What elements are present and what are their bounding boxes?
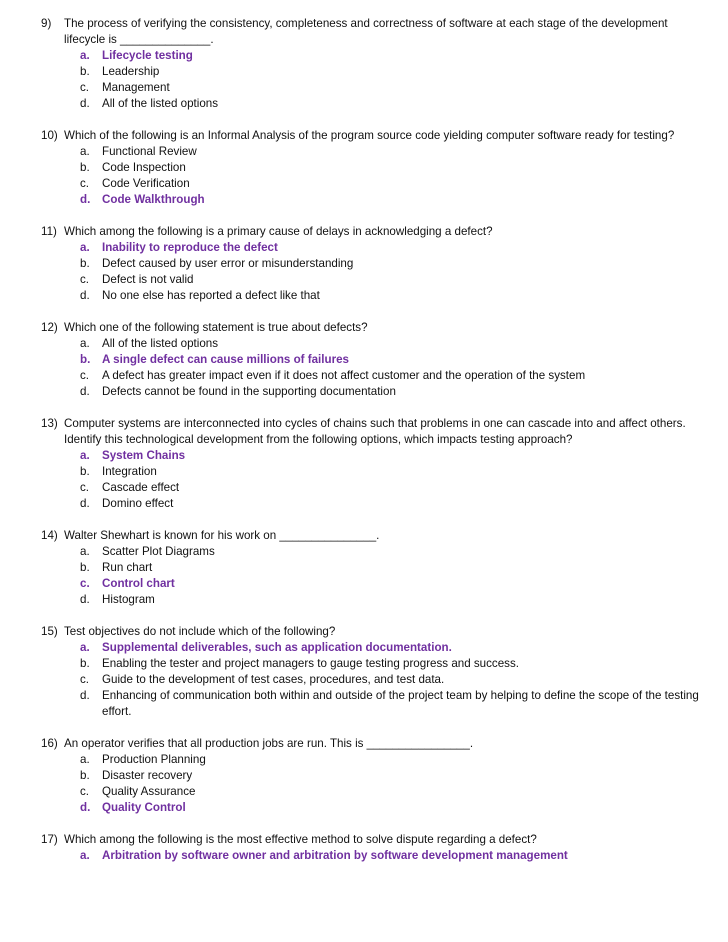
option-letter: a. <box>80 641 90 654</box>
option-letter: a. <box>80 241 90 254</box>
question-number: 10) <box>41 129 58 142</box>
option-text: Leadership <box>102 65 160 78</box>
option-text: Integration <box>102 465 157 478</box>
option-letter: b. <box>80 161 90 174</box>
option-text: Code Walkthrough <box>102 193 205 206</box>
answer-options <box>0 240 728 304</box>
option-text: A single defect can cause millions of failures <box>102 353 349 366</box>
answer-options <box>0 640 728 720</box>
question-text: Which among the following is the most effective method to solve dispute regarding a defect? <box>64 833 537 846</box>
answer-option <box>0 384 728 400</box>
question-9 <box>0 832 728 864</box>
option-letter: d. <box>80 97 90 110</box>
answer-option <box>0 784 728 800</box>
question-number: 16) <box>41 737 58 750</box>
answer-option-correct <box>0 800 728 816</box>
option-letter: b. <box>80 561 90 574</box>
answer-option <box>0 336 728 352</box>
answer-option <box>0 288 728 304</box>
option-text: Defect caused by user error or misunderstanding <box>102 257 354 270</box>
answer-options <box>0 144 728 208</box>
question-text: Which of the following is an Informal Analysis of the program source code yielding computer software ready for testing? <box>64 129 675 142</box>
option-text: Control chart <box>102 577 175 590</box>
option-letter: a. <box>80 337 90 350</box>
option-letter: b. <box>80 769 90 782</box>
option-text: Management <box>102 81 170 94</box>
question-text: Which among the following is a primary cause of delays in acknowledging a defect? <box>64 225 493 238</box>
question-number: 17) <box>41 833 58 846</box>
answer-option <box>0 368 728 384</box>
question-number: 15) <box>41 625 58 638</box>
option-text: Guide to the development of test cases, procedures, and test data. <box>102 673 445 686</box>
option-letter: a. <box>80 49 90 62</box>
option-text: Arbitration by software owner and arbitration by software development management <box>102 849 568 862</box>
question-1 <box>0 16 728 112</box>
option-letter: a. <box>80 753 90 766</box>
answer-options <box>0 848 728 864</box>
option-letter: d. <box>80 385 90 398</box>
option-text: Run chart <box>102 561 153 574</box>
option-text: Defect is not valid <box>102 273 194 286</box>
option-text: Supplemental deliverables, such as application documentation. <box>102 641 452 654</box>
answer-option <box>0 256 728 272</box>
option-letter: b. <box>80 257 90 270</box>
option-text: Domino effect <box>102 497 174 510</box>
question-3 <box>0 224 728 304</box>
question-text: Walter Shewhart is known for his work on _______________. <box>64 529 380 542</box>
option-letter: a. <box>80 449 90 462</box>
answer-option-correct <box>0 448 728 464</box>
answer-option <box>0 464 728 480</box>
answer-option-correct <box>0 192 728 208</box>
option-text: Production Planning <box>102 753 206 766</box>
answer-option <box>0 480 728 496</box>
question-number: 13) <box>41 417 58 430</box>
answer-option <box>0 768 728 784</box>
option-letter: b. <box>80 353 91 366</box>
answer-option <box>0 144 728 160</box>
answer-option <box>0 96 728 112</box>
answer-option <box>0 544 728 560</box>
option-text: All of the listed options <box>102 97 219 110</box>
answer-options <box>0 448 728 512</box>
answer-options <box>0 336 728 400</box>
question-text: Computer systems are interconnected into cycles of chains such that problems in one can cascade into and affect others. Identify this technological development from the following options, which impacts testing approach? <box>64 417 686 446</box>
question-text: Test objectives do not include which of the following? <box>64 625 336 638</box>
option-text: Cascade effect <box>102 481 180 494</box>
option-text: No one else has reported a defect like that <box>102 289 320 302</box>
option-text: Disaster recovery <box>102 769 193 782</box>
option-letter: a. <box>80 545 90 558</box>
option-letter: c. <box>80 577 90 590</box>
answer-option-correct <box>0 240 728 256</box>
question-number: 9) <box>41 17 52 30</box>
question-text: The process of verifying the consistency, completeness and correctness of software at each stage of the development lifecycle is ______________. <box>64 17 668 46</box>
answer-option <box>0 688 728 720</box>
answer-option <box>0 80 728 96</box>
option-letter: c. <box>80 81 90 94</box>
answer-option <box>0 160 728 176</box>
question-text: Which one of the following statement is true about defects? <box>64 321 368 334</box>
answer-option <box>0 672 728 688</box>
question-number: 11) <box>41 225 57 238</box>
option-letter: c. <box>80 273 90 286</box>
answer-options <box>0 752 728 816</box>
option-letter: d. <box>80 193 91 206</box>
option-letter: c. <box>80 673 90 686</box>
answer-option-correct <box>0 48 728 64</box>
question-2 <box>0 128 728 208</box>
question-text: An operator verifies that all production jobs are run. This is ________________. <box>64 737 474 750</box>
answer-option <box>0 496 728 512</box>
option-letter: d. <box>80 689 90 702</box>
option-letter: b. <box>80 65 90 78</box>
option-text: System Chains <box>102 449 186 462</box>
answer-option-correct <box>0 848 728 864</box>
question-6 <box>0 528 728 608</box>
option-letter: d. <box>80 593 90 606</box>
option-text: All of the listed options <box>102 337 219 350</box>
option-text: Code Inspection <box>102 161 186 174</box>
answer-options <box>0 48 728 112</box>
option-text: Quality Assurance <box>102 785 196 798</box>
option-text: Inability to reproduce the defect <box>102 241 278 254</box>
answer-option <box>0 176 728 192</box>
question-7 <box>0 624 728 720</box>
answer-options <box>0 544 728 608</box>
answer-option-correct <box>0 576 728 592</box>
option-letter: b. <box>80 657 90 670</box>
answer-option-correct <box>0 352 728 368</box>
question-number: 14) <box>41 529 58 542</box>
option-text: Histogram <box>102 593 155 606</box>
option-letter: a. <box>80 145 90 158</box>
answer-option <box>0 272 728 288</box>
option-text: Defects cannot be found in the supporting documentation <box>102 385 396 398</box>
option-text: Scatter Plot Diagrams <box>102 545 215 558</box>
option-letter: c. <box>80 481 90 494</box>
document-page <box>0 16 728 880</box>
answer-option <box>0 64 728 80</box>
option-text: Lifecycle testing <box>102 49 193 62</box>
option-text: Enabling the tester and project managers to gauge testing progress and success. <box>102 657 519 670</box>
option-letter: c. <box>80 177 90 190</box>
option-text: Code Verification <box>102 177 190 190</box>
answer-option <box>0 656 728 672</box>
answer-option-correct <box>0 640 728 656</box>
option-letter: c. <box>80 369 90 382</box>
option-text: Functional Review <box>102 145 197 158</box>
question-5 <box>0 416 728 512</box>
question-number: 12) <box>41 321 58 334</box>
option-letter: d. <box>80 289 90 302</box>
option-text: Quality Control <box>102 801 186 814</box>
question-4 <box>0 320 728 400</box>
option-text: Enhancing of communication both within and outside of the project team by helping to define the scope of the testing effort. <box>102 689 699 718</box>
option-letter: b. <box>80 465 90 478</box>
answer-option <box>0 752 728 768</box>
answer-option <box>0 560 728 576</box>
option-text: A defect has greater impact even if it does not affect customer and the operation of the system <box>102 369 586 382</box>
question-8 <box>0 736 728 816</box>
answer-option <box>0 592 728 608</box>
option-letter: d. <box>80 497 90 510</box>
option-letter: a. <box>80 849 90 862</box>
option-letter: c. <box>80 785 90 798</box>
option-letter: d. <box>80 801 91 814</box>
